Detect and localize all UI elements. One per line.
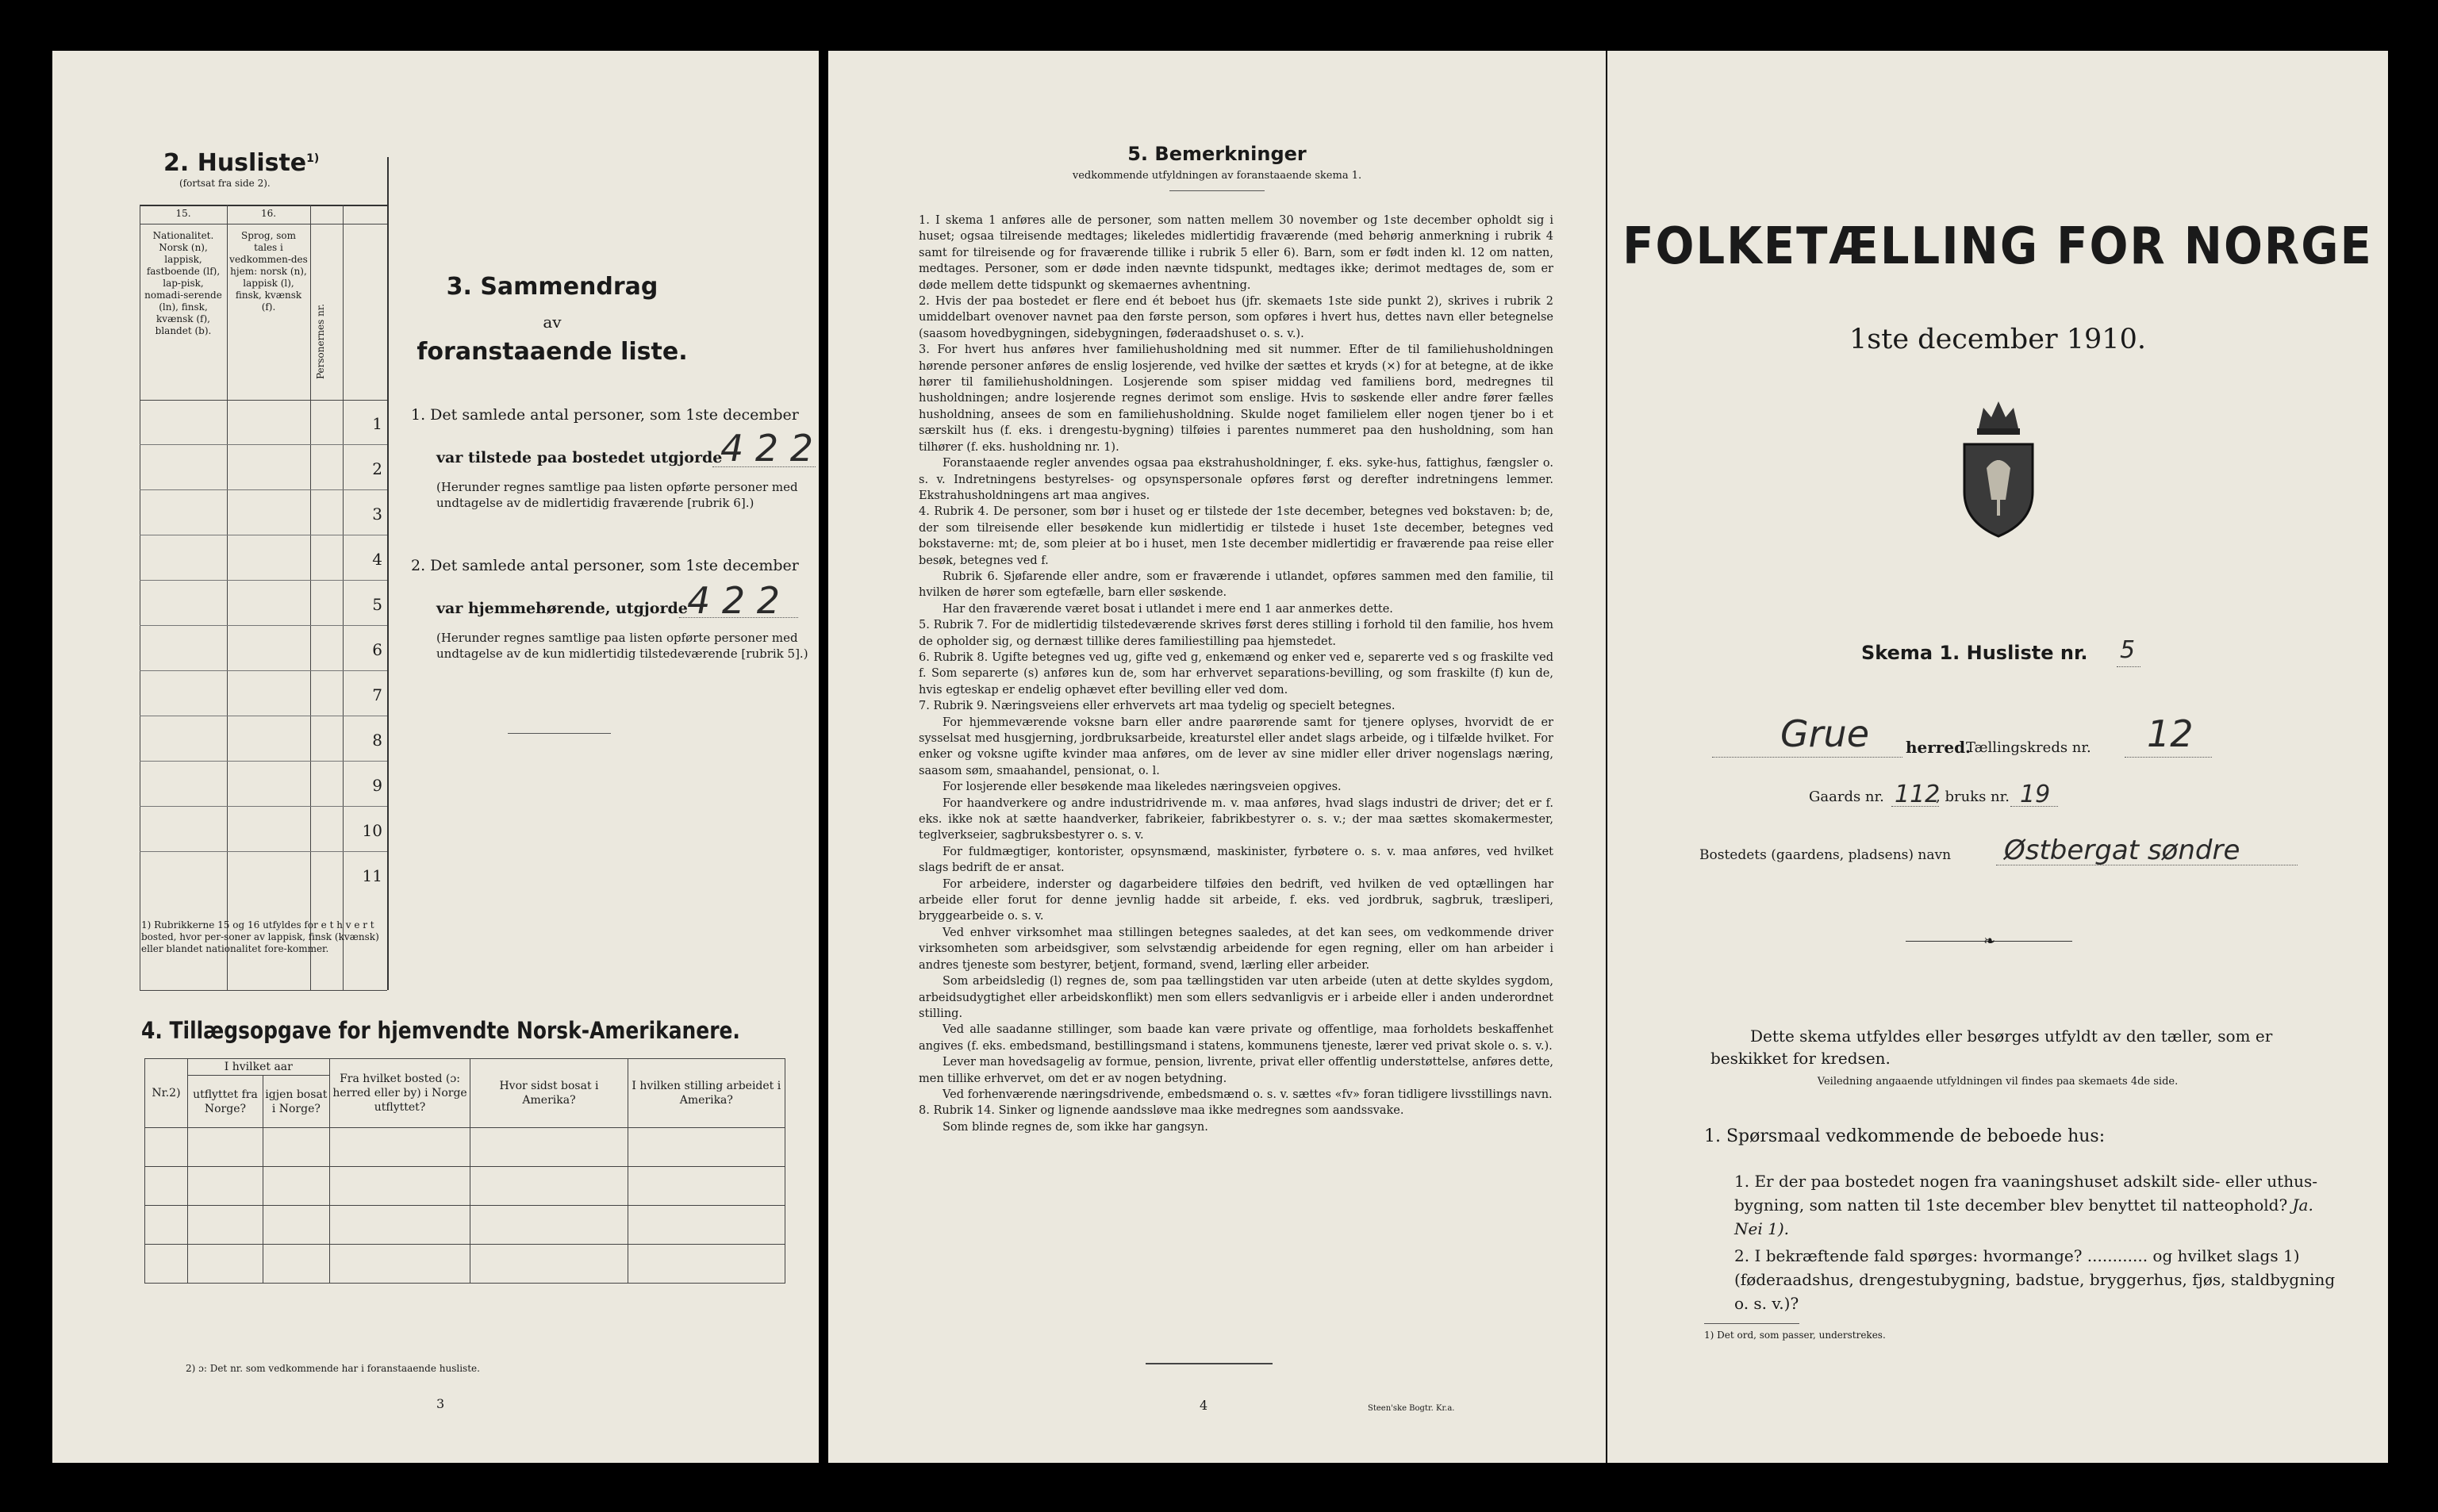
item2-note: (Herunder regnes samtlige paa listen opførte personer med undtagelse av de kun midlertidig tilstedeværende [rubrik 5].) <box>436 631 808 661</box>
paragraph: Lever man hovedsagelig av formue, pension, livrente, privat eller offentlig understøttelse, anføres dette, men tillike erhvervet, om det er av nogen betydning. <box>919 1056 1553 1085</box>
gaards-value: 112 <box>1895 781 1941 808</box>
bosted-value: Østbergat søndre <box>2004 835 2240 866</box>
paragraph: For fuldmægtiger, kontorister, opsynsmænd, maskinister, fyrbøtere o. s. v. maa anføres, ved hvilket slags bedrift de er ansat. <box>919 845 1553 875</box>
table-row <box>140 581 387 626</box>
page-number-4: 4 <box>1200 1398 1208 1413</box>
paragraph: For arbeidere, inderster og dagarbeidere tilføies den bedrift, ved hvilken de ved optællingen har arbeide eller forut for denne jevnlig hadde sit arbeide, f. eks. ved jordbruk, sagbruk, træsliperi, bryggearbeide o. s. v. <box>919 877 1553 923</box>
table-row <box>140 490 387 535</box>
tillaeg-header-stilling: I hvilken stilling arbeidet i Amerika? <box>628 1059 785 1128</box>
intro-text: Dette skema utfyldes eller besørges utfyldt av den tæller, som er beskikket for kredsen. <box>1710 1027 2273 1068</box>
husliste-footnote-mark: 1) <box>306 152 320 165</box>
col16-header: Sprog, som tales i vedkommen-des hjem: norsk (n), lappisk (l), finsk, kvænsk (f). <box>229 230 308 313</box>
husliste-footnote: 1) Rubrikkerne 15 og 16 utfyldes for e t h v e r t bosted, hvor per-soner av lappisk, finsk (kvænsk) eller blandet nationalitet fore-kommer. <box>141 919 379 954</box>
item2-line1: 2. Det samlede antal personer, som 1ste december <box>411 557 799 574</box>
tillaeg-footnote: 2) ɔ: Det nr. som vedkommende har i foranstaaende husliste. <box>186 1363 480 1374</box>
husliste-title <box>163 149 319 177</box>
paragraph: For hjemmeværende voksne barn eller andre paarørende samt for tjenere oplyses, hvorvidt de er sysselsat med husgjerning, jordbruksarbeide, kreaturstel eller andet slags arbeide, og i tilfælde hvilket. For enker og voksne ugifte kvinder maa anføres, om de lever av sine midler eller driver nogenslags næring, saasom søm, smaahandel, pensionat, o. l. <box>919 716 1553 777</box>
bruks-value: 19 <box>2020 781 2051 808</box>
row-number: 3 <box>372 505 382 524</box>
table-row <box>140 807 387 852</box>
row-number: 2 <box>372 459 382 478</box>
husliste-nr-value: 5 <box>2120 636 2136 664</box>
bosted-label: Bostedets (gaardens, pladsens) navn <box>1699 847 1952 863</box>
bemerkninger-title: 5. Bemerkninger <box>1127 143 1307 165</box>
table-row <box>140 400 387 445</box>
question-1 <box>1734 1169 2345 1241</box>
tillaeg-table <box>144 1058 785 1284</box>
kreds-value: 12 <box>2147 712 2194 755</box>
husliste-title-text: 2. Husliste <box>163 149 307 177</box>
paragraph: Har den fraværende været bosat i utlandet i mere end 1 aar anmerkes dette. <box>943 602 1393 616</box>
herred-label: herred. <box>1906 738 1972 757</box>
paragraph: Rubrik 6. Sjøfarende eller andre, som er fraværende i utlandet, opføres sammen med den familie, til hvilken de hører som egtefælle, barn eller søskende. <box>919 570 1553 600</box>
paragraph: Ved alle saadanne stillinger, som baade kan være private og offentlige, maa forholdets beskaffenhet angives (f. eks. embedsmand, bestillingsmand i statens, kommunens tjeneste, lærer ved privat skole o. s. v.). <box>919 1023 1553 1053</box>
item1-line1: 1. Det samlede antal personer, som 1ste december <box>411 406 799 424</box>
paragraph: 7. Rubrik 9. Næringsveiens eller erhvervets art maa tydelig og specielt betegnes. <box>919 700 1396 713</box>
row-number: 6 <box>372 640 382 659</box>
paragraph: Ved enhver virksomhet maa stillingen betegnes saaledes, at det kan sees, om vedkommende driver virksomheten som arbeidsgiver, som selvstændig arbeidende for egen regning, eller om han arbeider i andres tjeneste som bestyrer, betjent, formand, svend, lærling eller arbeider. <box>919 926 1553 972</box>
paragraph: Som blinde regnes de, som ikke har gangsyn. <box>943 1120 1208 1134</box>
page-number-3: 3 <box>436 1396 445 1411</box>
question-1-text: 1. Er der paa bostedet nogen fra vaaningshuset adskilt side- eller uthus-bygning, som natten til 1ste december blev benyttet til natteophold? <box>1734 1172 2317 1215</box>
tillaeg-header-nr: Nr.2) <box>145 1059 188 1128</box>
table-row <box>145 1128 785 1167</box>
bemerkninger-subtitle: vedkommende utfyldningen av foranstaaende skema 1. <box>1072 170 1362 182</box>
ornament-icon: ❧ <box>1983 933 1996 950</box>
question-2: 2. I bekræftende fald spørges: hvormange? ............ og hvilket slags 1) (føderaadshus, drengestubygning, badstue, bryggerhus, fjøs, staldbygning o. s. v.)? <box>1734 1246 2336 1313</box>
table-row <box>140 535 387 581</box>
page-left <box>52 51 819 1463</box>
table-row <box>140 762 387 807</box>
paragraph: 1. I skema 1 anføres alle de personer, som natten mellem 30 november og 1ste december opholdt sig i huset; ogsaa tilreisende medtages; likeledes midlertidig fraværende (med behørig anmerkning i rubrik 4 samt for tilreisende og for fraværende tillike i rubrik 5 eller 6). Barn, som er født inden kl. 12 om natten, medtages. Personer, som er døde inden nævnte tidspunkt, medtages ikke; derimot medtages de, som er døde mellem dette tidspunkt og skemaernes avhentning. <box>919 214 1553 292</box>
col16-number: 16. <box>260 208 277 219</box>
folketaelling-title: FOLKETÆLLING FOR NORGE <box>1622 217 2373 276</box>
question-heading: 1. Spørsmaal vedkommende de beboede hus: <box>1704 1126 2106 1146</box>
page3-footnote: 1) Det ord, som passer, understrekes. <box>1704 1330 1886 1341</box>
paragraph: Foranstaaende regler anvendes ogsaa paa ekstrahusholdninger, f. eks. syke-hus, fattighus, fængsler o. s. v. Indretningens bestyrelses- og opsynspersonale opføres først og derefter indretningens lemmer. Ekstrahusholdningens art maa angives. <box>919 457 1553 502</box>
row-number: 9 <box>372 776 382 795</box>
page-right <box>1607 51 2388 1463</box>
paragraph: Som arbeidsledig (l) regnes de, som paa tællingstiden var uten arbeide (uten at dette skyldes sygdom, arbeidsudygtighet eller arbeidskonflikt) men som ellers sedvanligvis er i arbeide eller i anden underordnet stilling. <box>919 975 1553 1020</box>
sammendrag-title: 3. Sammendrag <box>446 273 658 301</box>
paragraph: 2. Hvis der paa bostedet er flere end ét beboet hus (jfr. skemaets 1ste side punkt 2), skrives i rubrik 2 umiddelbart ovenover navnet paa den første person, som opføres i hvert hus, dettes navn eller betegnelse (saasom hovedbygningen, sidebygningen, føderaadshuset o. s. v.). <box>919 295 1553 340</box>
husliste-subtitle: (fortsat fra side 2). <box>179 178 271 189</box>
bemerkninger-body <box>919 213 1553 1135</box>
paragraph: Ved forhenværende næringsdrivende, embedsmænd o. s. v. sættes «fv» foran tidligere livsstillings navn. <box>943 1088 1553 1101</box>
table-row <box>145 1167 785 1206</box>
tillaeg-header-hvor: Hvor sidst bosat i Amerika? <box>470 1059 628 1128</box>
tillaeg-header-utflyttet: utflyttet fra Norge? <box>187 1076 263 1128</box>
sammendrag-subtitle: foranstaaende liste. <box>417 338 688 366</box>
tillaeg-header-igjen: igjen bosat i Norge? <box>263 1076 330 1128</box>
item2-line2: var hjemmehørende, utgjorde <box>436 600 688 617</box>
tillaeg-header-fra: Fra hvilket bosted (ɔ: herred eller by) i Norge utflyttet? <box>329 1059 470 1128</box>
skema-label: Skema 1. Husliste nr. <box>1861 642 2088 664</box>
row-number: 8 <box>372 731 382 750</box>
row-number: 1 <box>372 414 382 433</box>
col-personnr-header: Personernes nr. <box>315 303 326 379</box>
husliste-rows <box>140 400 387 896</box>
herred-value: Grue <box>1780 712 1870 755</box>
tillaeg-title: 4. Tillægsopgave for hjemvendte Norsk-Amerikanere. <box>141 1017 740 1044</box>
kreds-label: Tællingskreds nr. <box>1966 739 2091 756</box>
item1-line2: var tilstede paa bostedet utgjorde <box>436 449 723 466</box>
census-date: 1ste december 1910. <box>1849 324 2146 355</box>
tillaeg-header-aar: I hvilket aar <box>187 1059 329 1076</box>
gaards-label: Gaards nr. <box>1809 789 1884 805</box>
paragraph: 4. Rubrik 4. De personer, som bør i huset og er tilstede der 1ste december, betegnes ved bokstaven: b; de, der som tilreisende eller besøkende kun midlertidig er tilstede i huset 1ste december, betegnes ved bokstaverne: mt; de, som pleier at bo i huset, men 1ste december midlertidig er fraværende paa reise eller besøk, betegnes ved f. <box>919 505 1553 567</box>
paragraph: 8. Rubrik 14. Sinker og lignende aandssløve maa ikke medregnes som aandssvake. <box>919 1104 1404 1118</box>
table-row <box>140 852 387 896</box>
col15-number: 15. <box>175 208 191 219</box>
sammendrag-av: av <box>543 313 562 332</box>
table-row <box>140 445 387 490</box>
coat-of-arms-icon <box>1955 397 2042 539</box>
row-number: 5 <box>372 595 382 614</box>
item1-value: 4 2 2 <box>720 427 814 470</box>
husliste-table <box>140 205 387 990</box>
question-1-answer: Ja. Nei 1). <box>1734 1195 2313 1238</box>
paragraph: For losjerende eller besøkende maa likeledes næringsveien opgives. <box>943 781 1342 794</box>
paragraph: For haandverkere og andre industridrivende m. v. maa anføres, hvad slags industri de driver; det er f. eks. ikke nok at sætte haandverker, fabrikeier, fabrikbestyrer o. s. v.; der maa sættes skomakermester, teglverkseier, sagbruksbestyrer o. s. v. <box>919 796 1553 842</box>
bruks-label: , bruks nr. <box>1936 789 2010 805</box>
item1-note: (Herunder regnes samtlige paa listen opførte personer med undtagelse av de midlertidig fraværende [rubrik 6].) <box>436 480 798 510</box>
paragraph: 6. Rubrik 8. Ugifte betegnes ved ug, gifte ved g, enkemænd og enker ved e, separerte ved s og fraskilte ved f. Som separerte (s) anføres kun de, som har erhvervet separations-bevilling, og som fraskilte (f) kun de, hvis egteskap er endelig ophævet efter bevilling eller ved dom. <box>919 650 1553 697</box>
row-number: 4 <box>372 550 382 569</box>
page-middle <box>828 51 1606 1463</box>
table-row <box>140 716 387 762</box>
table-row <box>145 1206 785 1245</box>
col15-header: Nationalitet. Norsk (n), lappisk, fastboende (lf), lap-pisk, nomadi-serende (ln), finsk, kvænsk (f), blandet (b). <box>144 230 222 336</box>
item2-value: 4 2 2 <box>687 579 781 622</box>
table-row <box>145 1245 785 1284</box>
paragraph: 3. For hvert hus anføres hver familiehusholdning med sit nummer. Efter de til familiehusholdningen hørende personer anføres de enslig losjerende, ved hvilke der sættes et kryds (×) for at betegne, at de ikke hører til familiehusholdningen. Losjerende som spiser middag ved familiens bord, medregnes til husholdningen; andre losjerende regnes derimot som enslige. Hvis to søskende eller andre fører fælles husholdning, ansees de som en familiehusholdning. Skulde noget familielem eller nogen tjener bo i et særskilt hus (f. eks. i drengestu-bygning) tilføies i parentes nummeret paa den husholdning, som han tilhører (f. eks. husholdning nr. 1). <box>919 343 1553 454</box>
row-number: 11 <box>362 866 382 885</box>
row-number: 7 <box>372 685 382 704</box>
veiledning-text: Veiledning angaaende utfyldningen vil findes paa skemaets 4de side. <box>1817 1076 2179 1088</box>
table-row <box>140 626 387 671</box>
printer-mark: Steen'ske Bogtr. Kr.a. <box>1368 1404 1455 1413</box>
paragraph: 5. Rubrik 7. For de midlertidig tilstedeværende skrives først deres stilling i forhold til den familie, hos hvem de opholder sig, og dernæst tillike deres familiestilling paa hjemstedet. <box>919 619 1553 648</box>
row-number: 10 <box>362 821 382 840</box>
table-row <box>140 671 387 716</box>
